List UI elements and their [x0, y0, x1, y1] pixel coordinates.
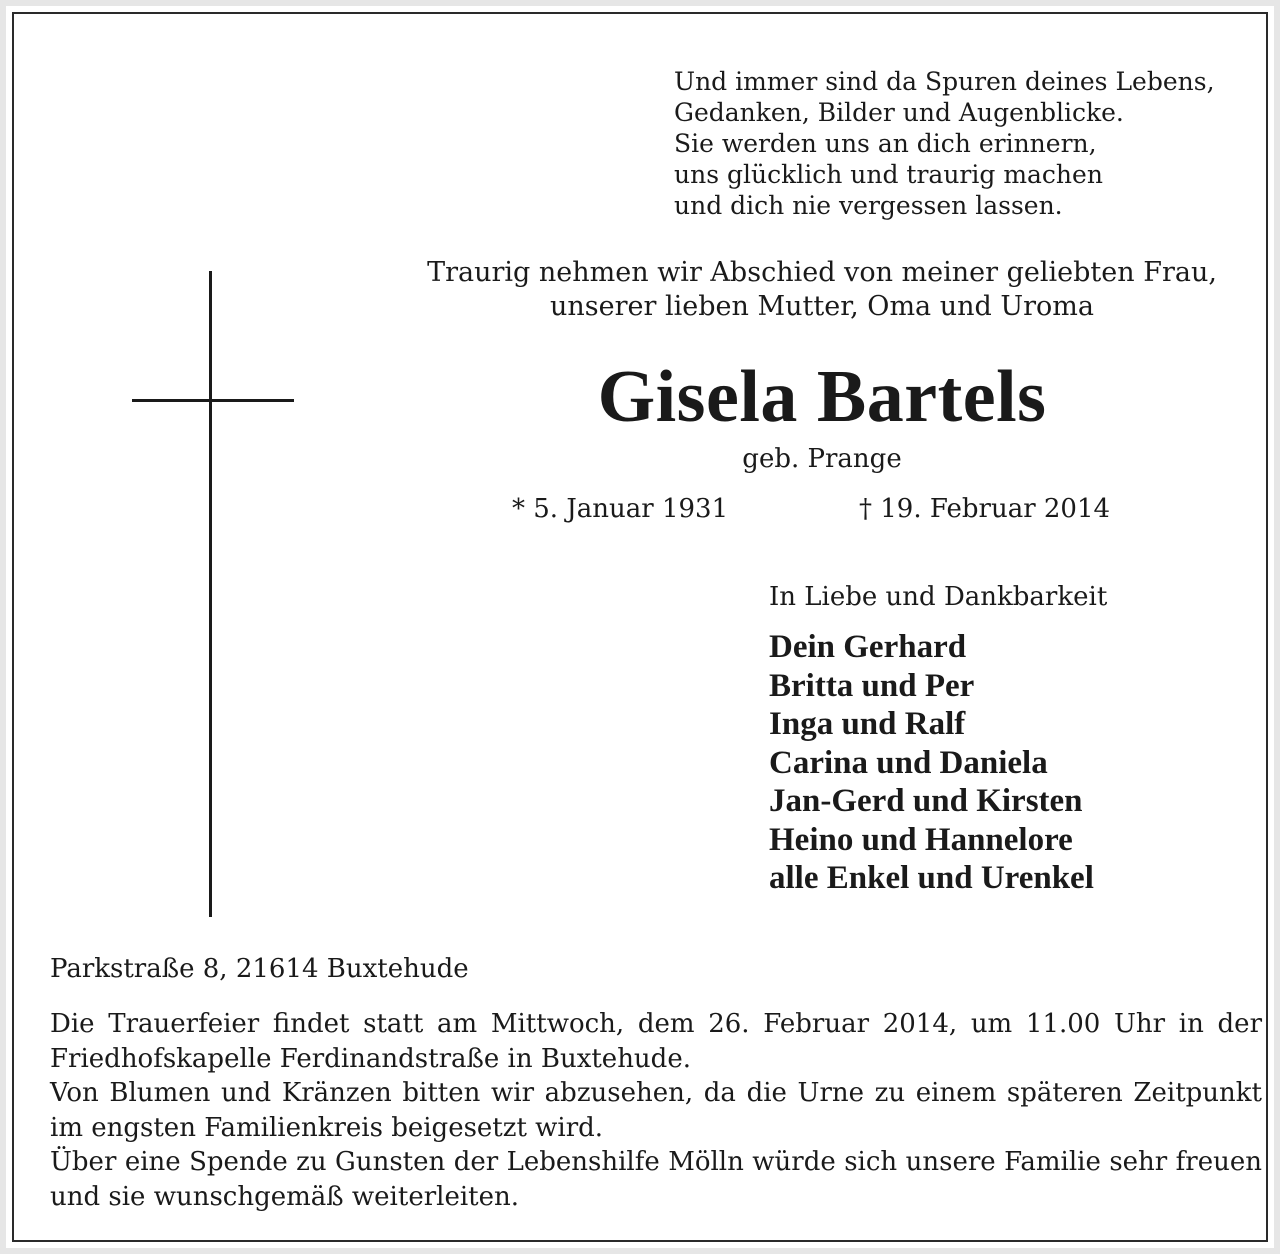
intro-line: Traurig nehmen wir Abschied von meiner geliebten Frau,: [427, 257, 1217, 288]
notice-paragraph: Über eine Spende zu Gunsten der Lebenshilfe Mölln würde sich unsere Familie sehr freuen und sie wunschgemäß weiterleiten.: [50, 1147, 1262, 1212]
cross-vertical-bar: [209, 271, 212, 917]
poem-line: und dich nie vergessen lassen.: [674, 191, 1063, 220]
obituary-frame: [12, 12, 1268, 1242]
funeral-notice: [50, 1007, 1262, 1214]
mourners-list: [769, 628, 1094, 898]
mourner-name: Heino und Hannelore: [769, 821, 1073, 858]
notice-paragraph: Die Trauerfeier findet statt am Mittwoch, dem 26. Februar 2014, um 11.00 Uhr in der Friedhofskapelle Ferdinandstraße in Buxtehude.: [50, 1009, 1262, 1074]
poem-line: uns glücklich und traurig machen: [674, 160, 1103, 189]
intro-line: unserer lieben Mutter, Oma und Uroma: [550, 291, 1094, 322]
mourner-name: Britta und Per: [769, 667, 975, 704]
memorial-poem: [674, 66, 1274, 221]
maiden-name: geb. Prange: [742, 444, 902, 474]
cross-horizontal-bar: [132, 399, 294, 402]
deceased-name: Gisela Bartels: [597, 356, 1047, 438]
mourner-name: alle Enkel und Urenkel: [769, 860, 1094, 896]
mourner-name: Jan-Gerd und Kirsten: [769, 783, 1083, 819]
mourners-intro: In Liebe und Dankbarkeit: [769, 582, 1108, 612]
family-address: Parkstraße 8, 21614 Buxtehude: [50, 954, 469, 984]
poem-line: Sie werden uns an dich erinnern,: [674, 129, 1097, 158]
mourner-name: Carina und Daniela: [769, 744, 1048, 781]
death-date: † 19. Februar 2014: [859, 494, 1111, 524]
poem-line: Und immer sind da Spuren deines Lebens,: [674, 67, 1215, 96]
birth-date: * 5. Januar 1931: [512, 494, 729, 524]
farewell-intro: [374, 256, 1270, 324]
cross-icon: [132, 271, 294, 917]
mourner-name: Inga und Ralf: [769, 706, 966, 742]
mourner-name: Dein Gerhard: [769, 629, 967, 665]
poem-line: Gedanken, Bilder und Augenblicke.: [674, 98, 1124, 127]
notice-paragraph: Von Blumen und Kränzen bitten wir abzusehen, da die Urne zu einem späteren Zeitpunkt im engsten Familienkreis beigesetzt wird.: [50, 1078, 1262, 1143]
